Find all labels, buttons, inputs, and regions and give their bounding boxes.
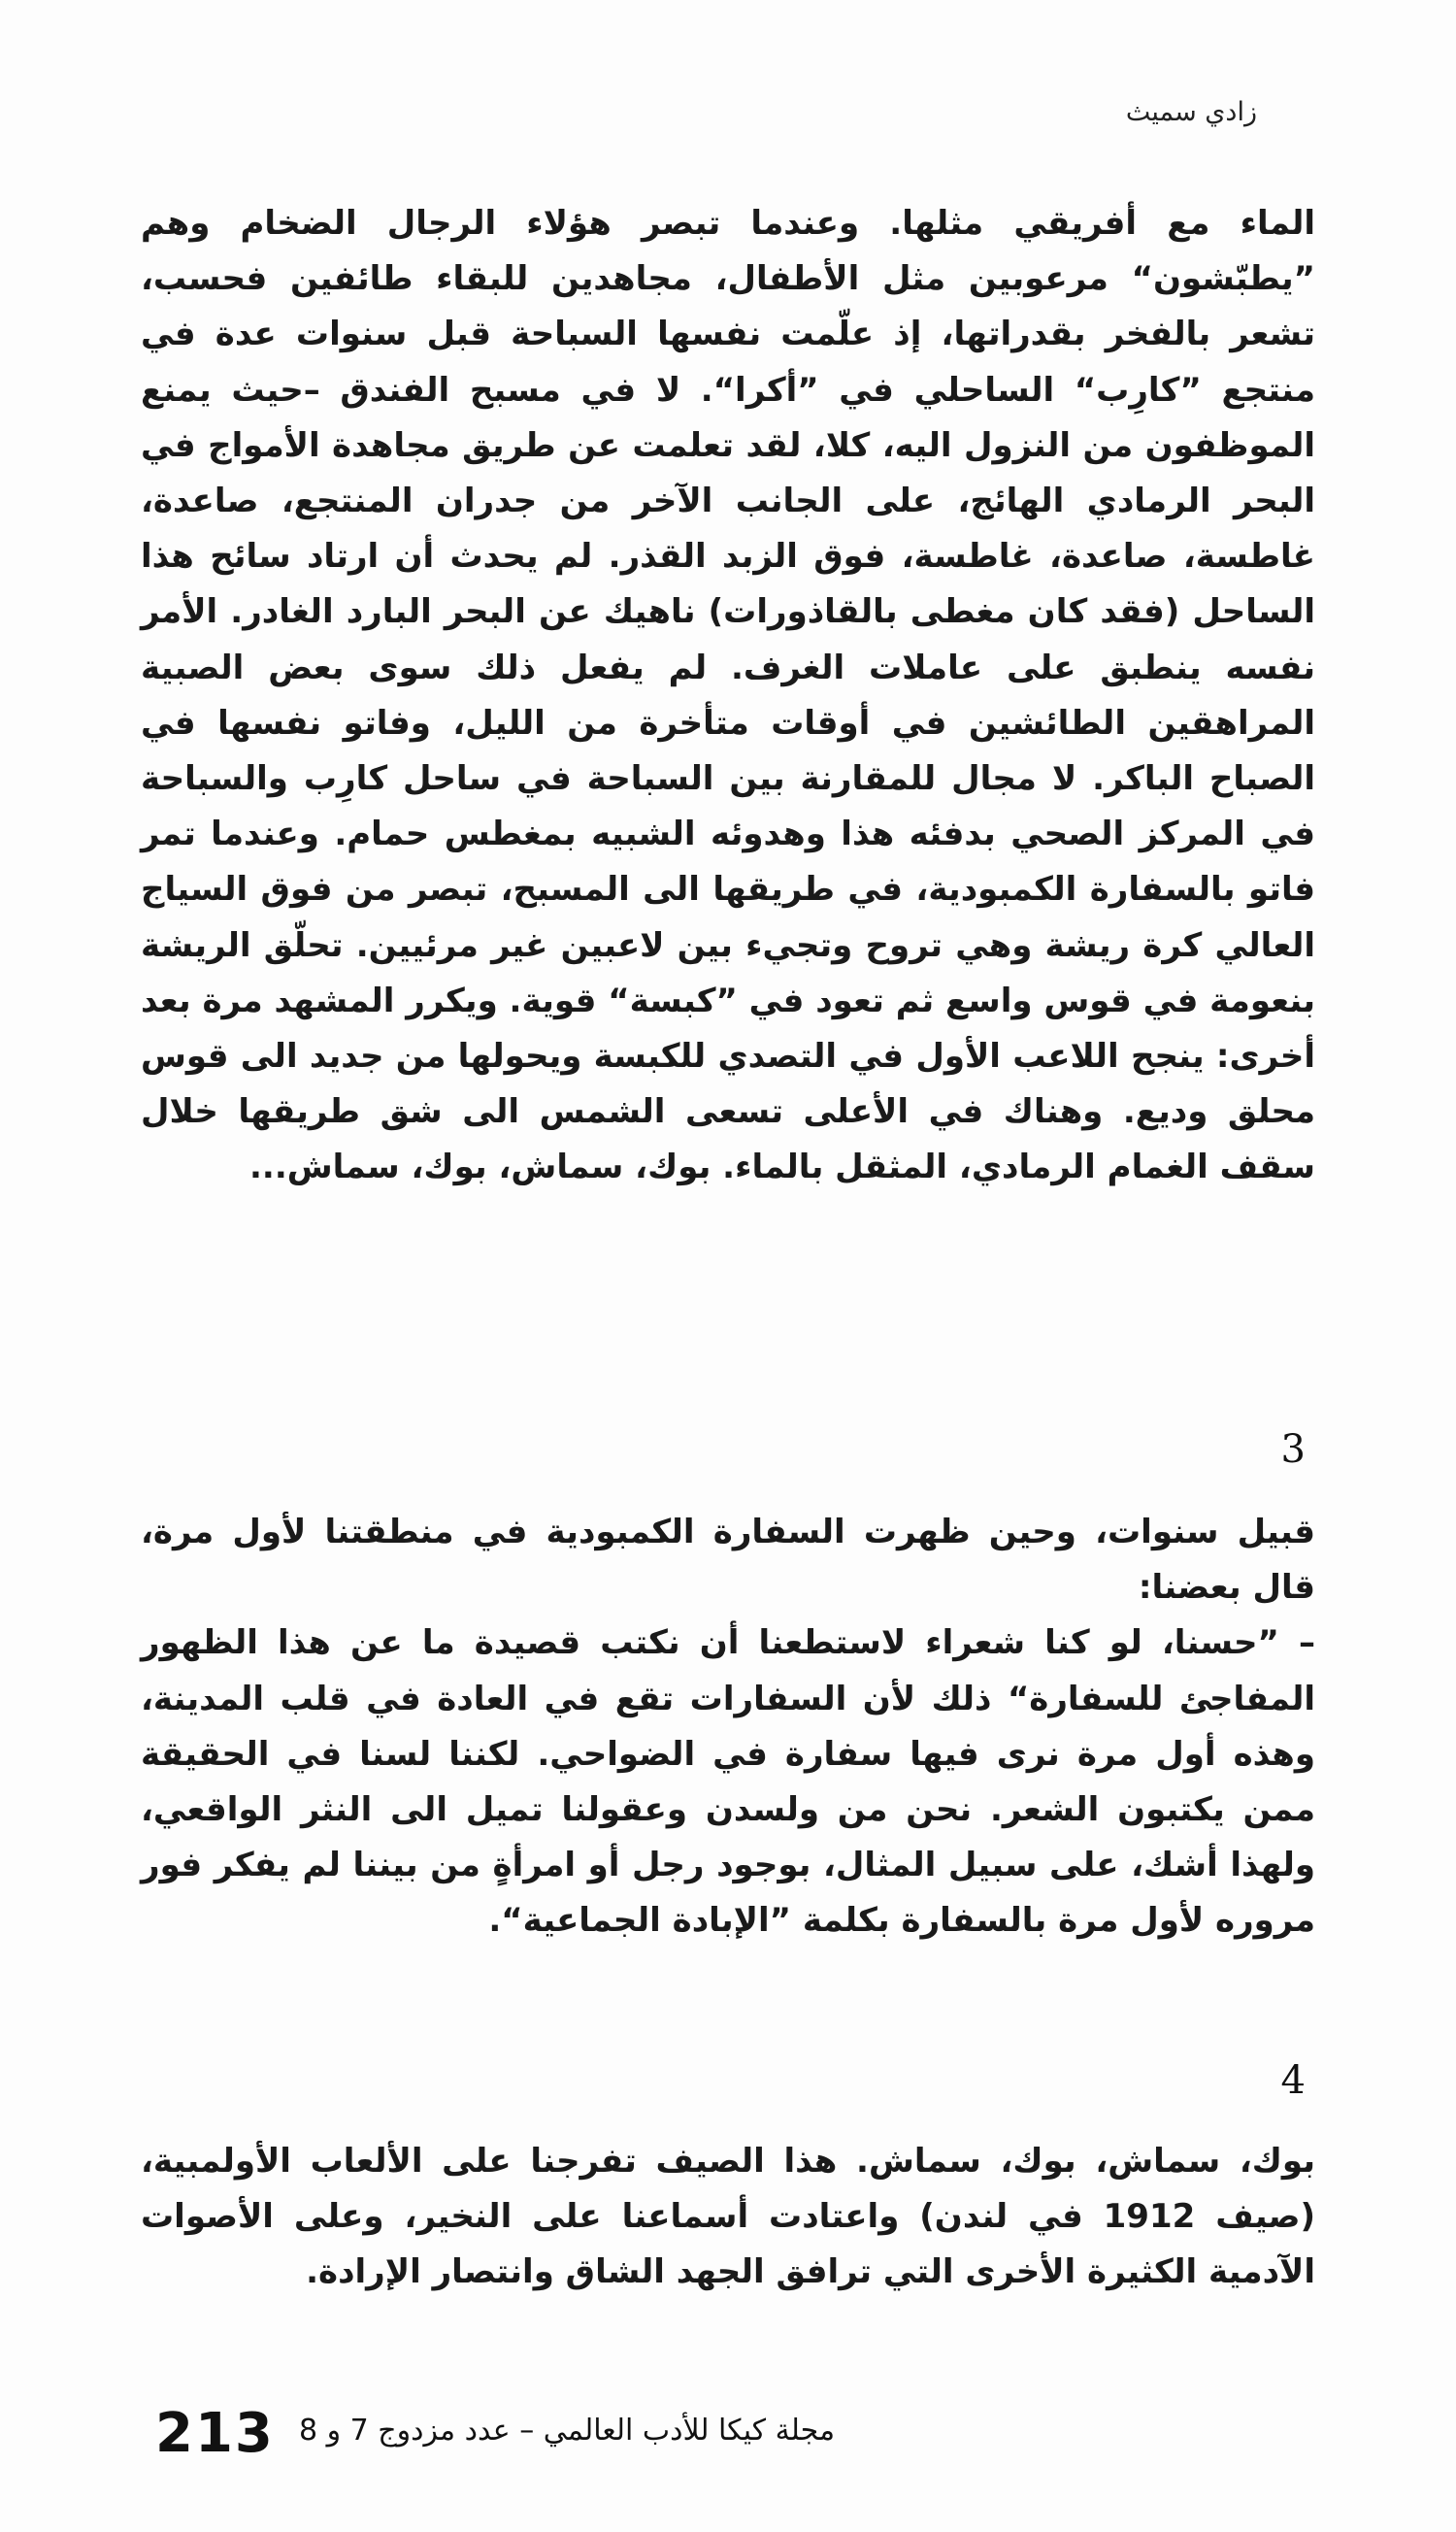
journal-title: مجلة كيكا للأدب العالمي – عدد مزدوج 7 و 8 (299, 2414, 836, 2448)
section-number-4: 4 (1280, 2058, 1306, 2103)
section-1 (141, 196, 1315, 1196)
section-4 (141, 2134, 1315, 2301)
paragraph: الماء مع أفريقي مثلها. وعندما تبصر هؤلاء الرجال الضخام وهم ”يطبّشون“ مرعوبين مثل الأطفال، مجاهدين للبقاء طائفين فحسب، تشعر بالفخر بقدراتها، إذ علّمت نفسها السباحة قبل سنوات عدة في منتجع ”كارِب“ الساحلي في ”أكرا“. لا في مسبح الفندق –حيث يمنع الموظفون من النزول اليه، كلا، لقد تعلمت عن طريق مجاهدة الأمواج في البحر الرمادي الهائج، على الجانب الآخر من جدران المنتجع، صاعدة، غاطسة، صاعدة، غاطسة، فوق الزبد القذر. لم يحدث أن ارتاد سائح هذا الساحل (فقد كان مغطى بالقاذورات) ناهيك عن البحر البارد الغادر. الأمر نفسه ينطبق على عاملات الغرف. لم يفعل ذلك سوى بعض الصبية المراهقين الطائشين في أوقات متأخرة من الليل، وفاتو نفسها في الصباح الباكر. لا مجال للمقارنة بين السباحة في ساحل كارِب والسباحة في المركز الصحي بدفئه هذا وهدوئه الشبيه بمغطس حمام. وعندما تمر فاتو بالسفارة الكمبودية، في طريقها الى المسبح، تبصر من فوق السياج العالي كرة ريشة وهي تروح وتجيء بين لاعبين غير مرئيين. تحلّق الريشة بنعومة في قوس واسع ثم تعود في ”كبسة“ قوية. ويكرر المشهد مرة بعد أخرى: ينجح اللاعب الأول في التصدي للكبسة ويحولها من جديد الى قوس محلق وديع. وهناك في الأعلى تسعى الشمس الى شق طريقها خلال سقف الغمام الرمادي، المثقل بالماء. بوك، سماش، بوك، سماش... (141, 204, 1315, 1187)
section-number-3: 3 (1280, 1427, 1306, 1472)
paragraph: قبيل سنوات، وحين ظهرت السفارة الكمبودية في منطقتنا لأول مرة، قال بعضنا: (141, 1513, 1315, 1608)
paragraph: بوك، سماش، بوك، سماش. هذا الصيف تفرجنا على الألعاب الأولمبية،(صيف 1912 في لندن) واعتادت أسماعنا على النخير، وعلى الأصوات الآدمية الكثيرة الأخرى التي ترافق الجهد الشاق وانتصار الإرادة. (141, 2142, 1315, 2292)
paragraph: – ”حسنا، لو كنا شعراء لاستطعنا أن نكتب قصيدة ما عن هذا الظهور المفاجئ للسفارة“ ذلك لأن السفارات تقع في العادة في قلب المدينة، وهذه أول مرة نرى فيها سفارة في الضواحي. لكننا لسنا في الحقيقة ممن يكتبون الشعر. نحن من ولسدن وعقولنا تميل الى النثر الواقعي، ولهذا أشك، على سبيل المثال، بوجود رجل أو امرأةٍ من بيننا لم يفكر فور مروره لأول مرة بالسفارة بكلمة ”الإبادة الجماعية“. (141, 1623, 1315, 1941)
running-header-author: زادي سميث (1125, 97, 1257, 127)
section-3 (141, 1505, 1315, 1949)
page-footer (155, 2402, 883, 2466)
page-number: 213 (155, 2402, 275, 2465)
